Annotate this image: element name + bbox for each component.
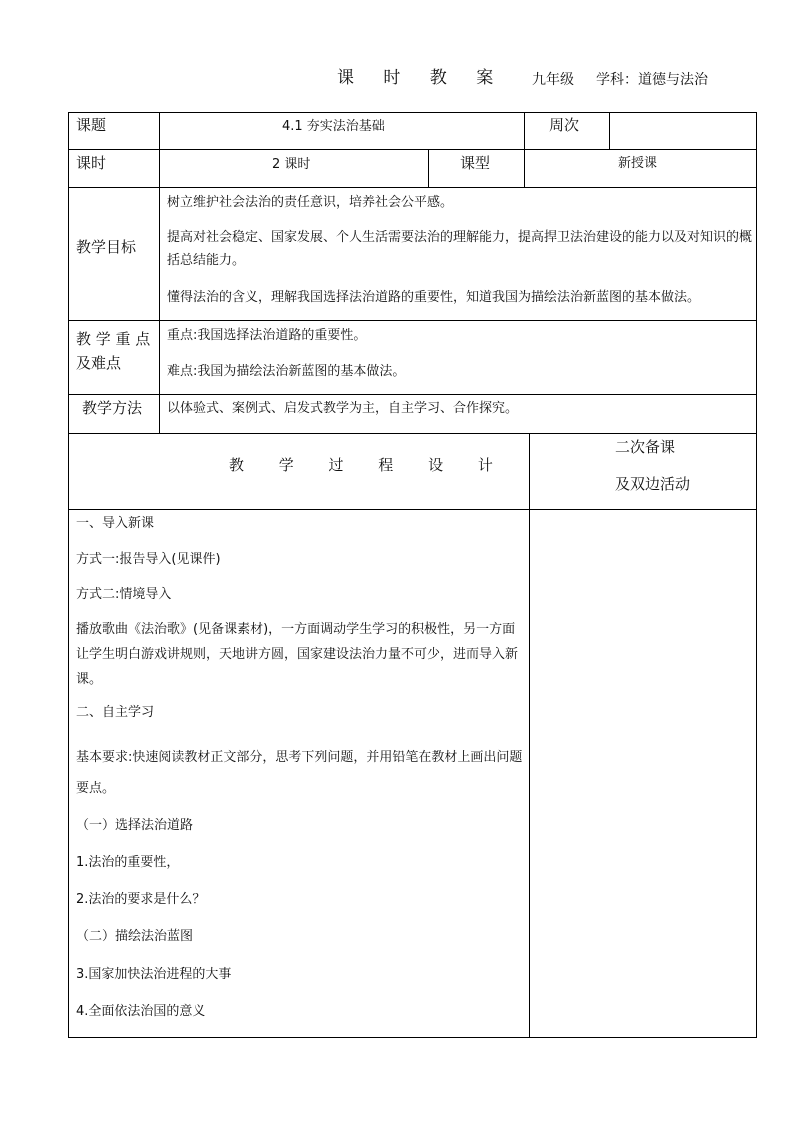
- keypoint-text: 重点:我国选择法治道路的重要性。: [167, 328, 367, 343]
- row-divider: [68, 509, 757, 510]
- section-heading: 一、导入新课: [76, 516, 155, 531]
- question-item: 4.全面依法治国的意义: [76, 1004, 206, 1019]
- topic-value: 4.1 夯实法治基础: [282, 119, 385, 134]
- grade-label: 九年级: [532, 72, 574, 88]
- type-value: 新授课: [618, 156, 658, 171]
- topic-label: 课题: [76, 116, 107, 134]
- paragraph: 播放歌曲《法治歌》(见备课素材)，一方面调动学生学习的积极性，另一方面让学生明白游戏讲规则，天地讲方圆，国家建设法治力量不可少，进而导入新课。: [76, 622, 519, 687]
- goal-item: 懂得法治的含义，理解我国选择法治道路的重要性，知道我国为描绘法治新蓝图的基本做法。: [167, 290, 701, 305]
- goal-item: 提高对社会稳定、国家发展、个人生活需要法治的理解能力，提高捍卫法治建设的能力以及对知识的概括总结能力。: [167, 230, 753, 268]
- row-divider: [68, 394, 757, 395]
- hours-label: 课时: [76, 154, 107, 172]
- paragraph: 基本要求:快速阅读教材正文部分，思考下列问题，并用铅笔在教材上画出问题要点。: [76, 750, 523, 796]
- method-label: 教学方法: [82, 399, 143, 417]
- keypoints-label: 教 学 重 点: [76, 330, 151, 348]
- question-item: 2.法治的要求是什么？: [76, 892, 206, 907]
- hours-value: 2 课时: [272, 157, 311, 172]
- difficulty-text: 难点:我国为描绘法治新蓝图的基本做法。: [167, 364, 406, 379]
- col-divider: [524, 149, 525, 188]
- table-border-bottom: [68, 1037, 757, 1038]
- method-value: 以体验式、案例式、启发式教学为主，自主学习、合作探究。: [167, 401, 519, 416]
- col-divider: [529, 433, 530, 1038]
- row-divider: [68, 187, 757, 188]
- table-border-left: [68, 112, 69, 1038]
- goal-item: 树立维护社会法治的责任意识，培养社会公平感。: [167, 195, 454, 210]
- table-border-right: [756, 112, 757, 1038]
- page-title: 课 时 教 案: [337, 68, 506, 88]
- method-item: 方式一:报告导入(见课件): [76, 552, 221, 567]
- keypoints-label-cont: 及难点: [76, 354, 122, 372]
- col-divider: [524, 112, 525, 150]
- col-divider: [609, 112, 610, 150]
- week-label: 周次: [549, 116, 580, 134]
- subject-label: 学科：道德与法治: [596, 72, 708, 88]
- table-border-top: [68, 112, 757, 113]
- subsection-heading: （一）选择法治道路: [76, 818, 194, 833]
- section-heading: 二、自主学习: [76, 705, 155, 720]
- question-item: 1.法治的重要性，: [76, 855, 180, 870]
- design-header: 教 学 过 程 设 计: [229, 456, 508, 474]
- row-divider: [68, 433, 757, 434]
- question-item: 3.国家加快法治进程的大事: [76, 967, 232, 982]
- type-label: 课型: [460, 154, 491, 172]
- secondary-prep-label-cont: 及双边活动: [615, 475, 691, 493]
- secondary-prep-label: 二次备课: [615, 438, 676, 456]
- col-divider: [428, 149, 429, 188]
- subsection-heading: （二）描绘法治蓝图: [76, 929, 194, 944]
- method-item: 方式二:情境导入: [76, 587, 172, 602]
- row-divider: [68, 320, 757, 321]
- row-divider: [68, 149, 757, 150]
- col-divider: [159, 112, 160, 434]
- goals-label: 教学目标: [76, 238, 137, 256]
